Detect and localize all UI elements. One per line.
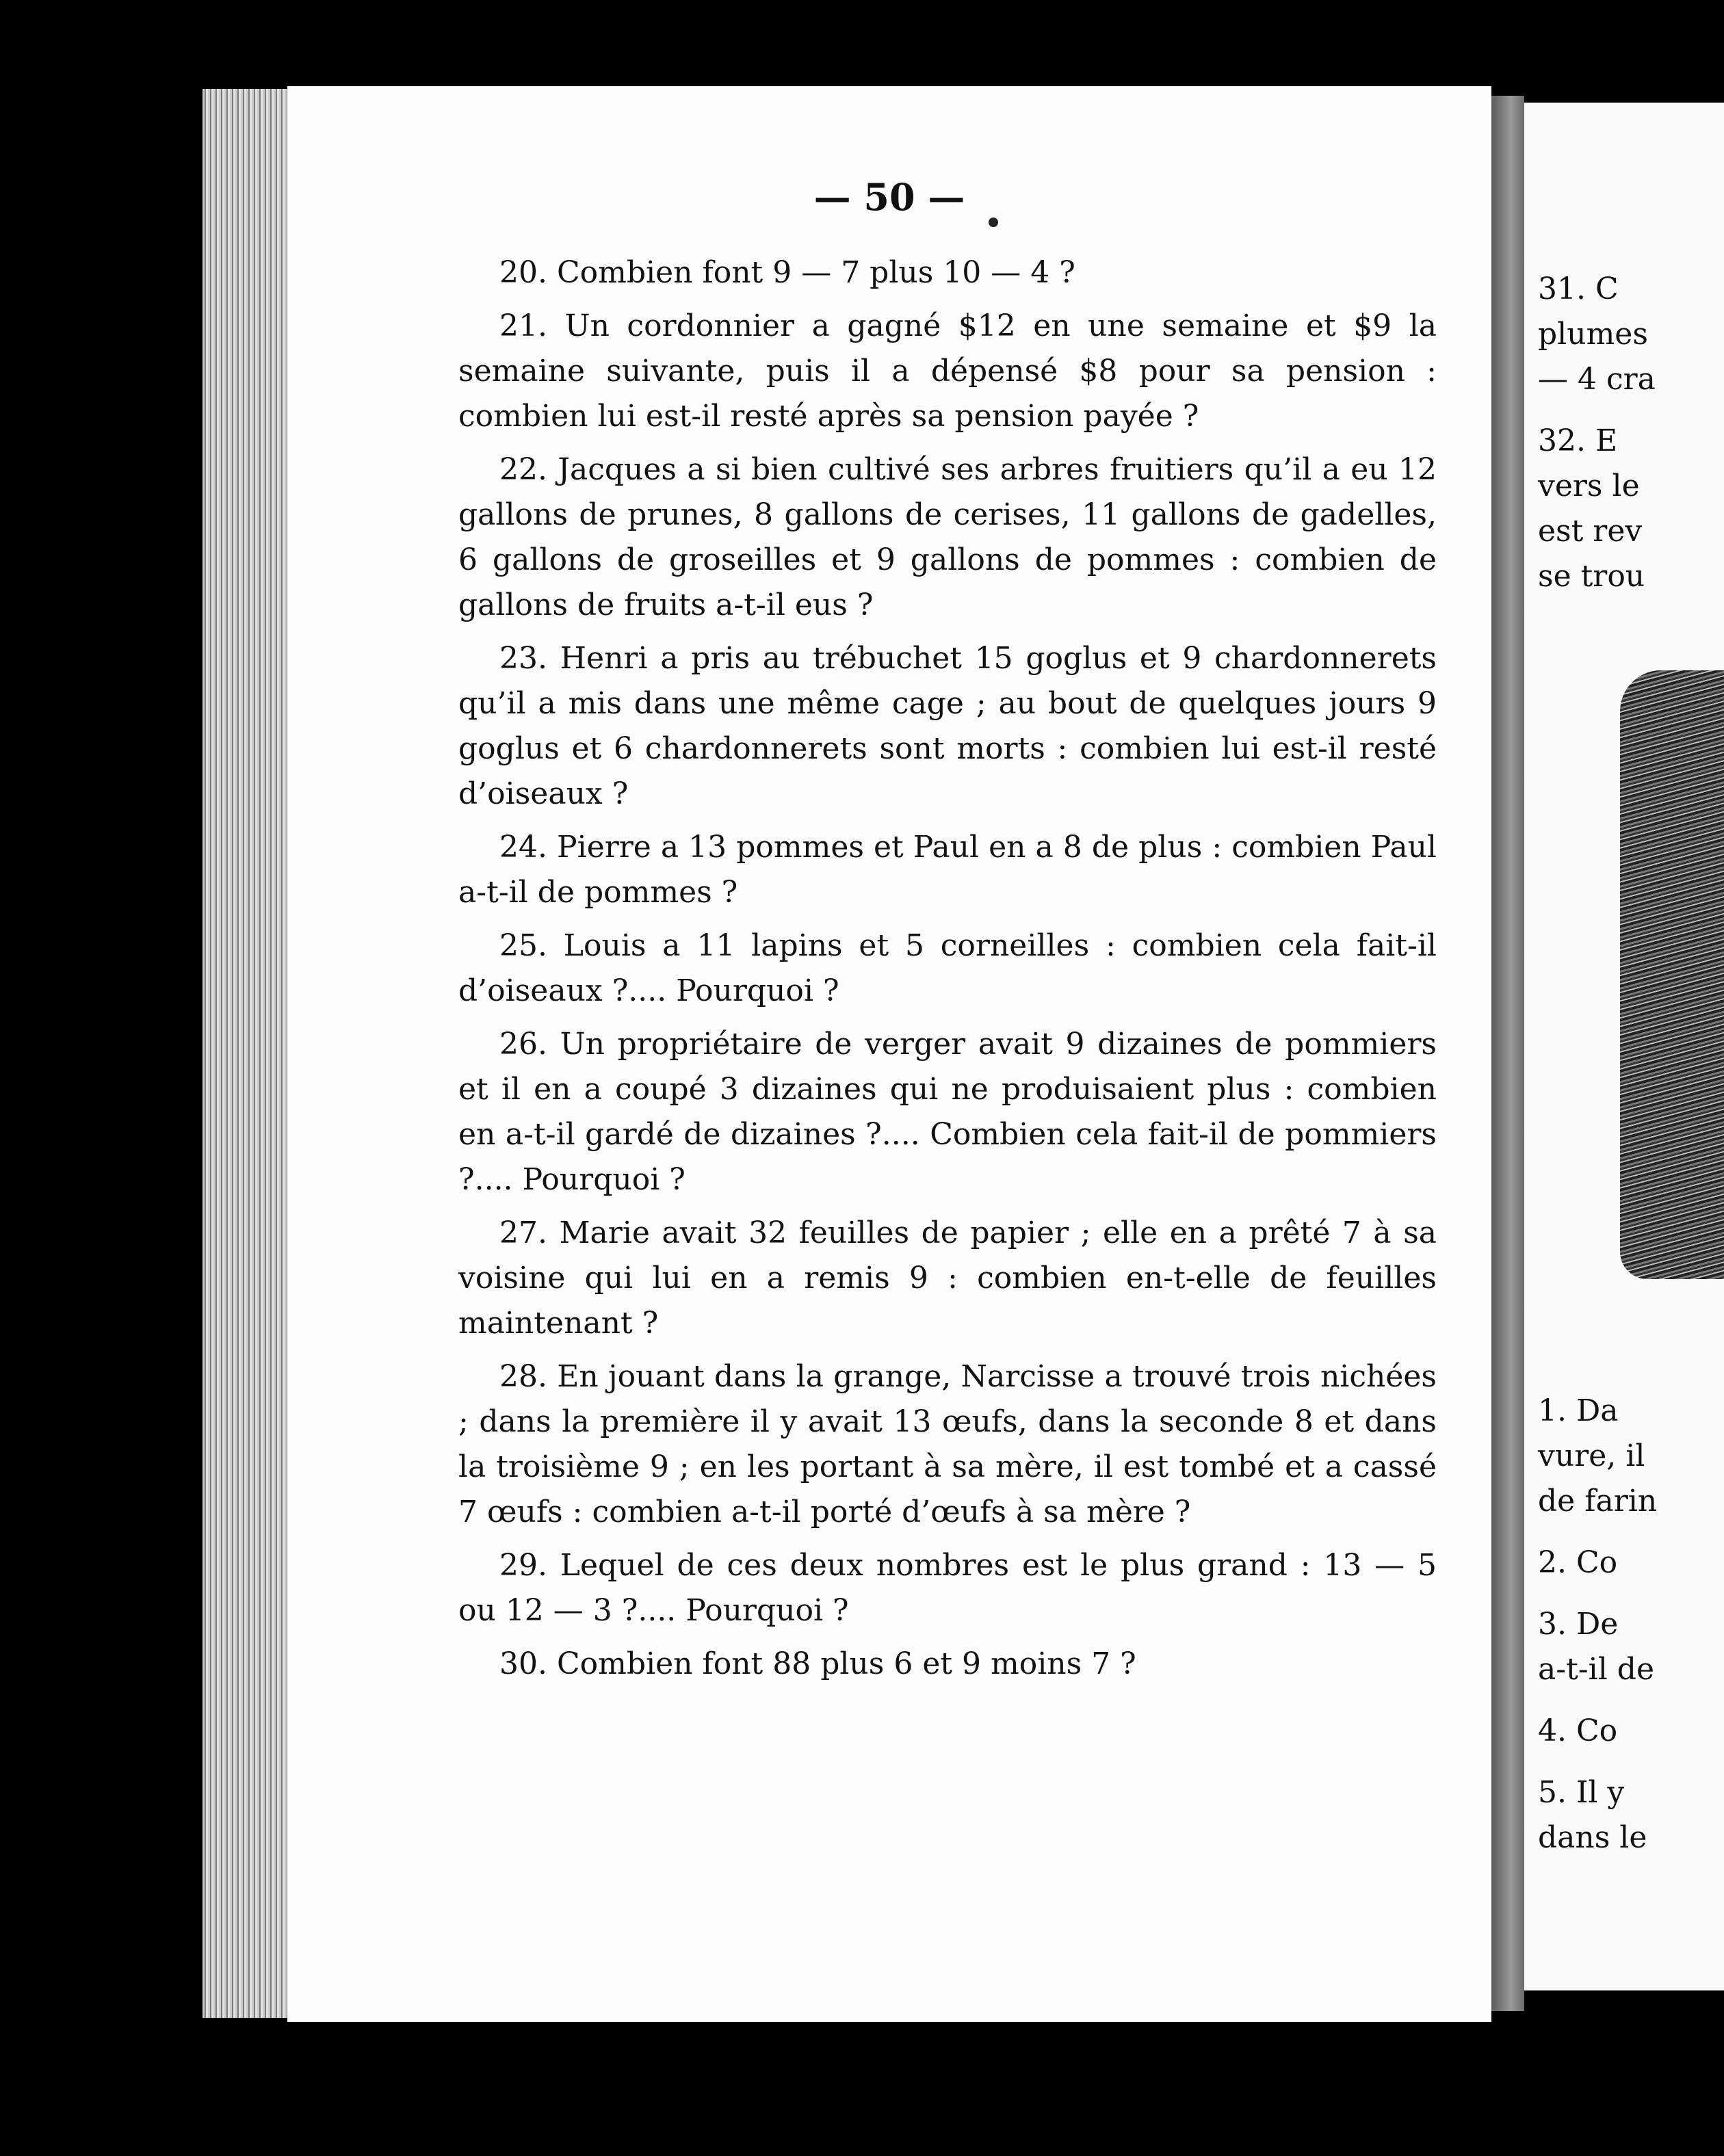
- problem-21: 21. Un cordonnier a gagné $12 en une semaine et $9 la semaine suivante, puis il a dépensé $8 pour sa pension : combien lui est-il resté après sa pension payée ?: [458, 308, 1437, 434]
- right-page-upper-text: [1538, 267, 1724, 599]
- page-number: — 50 —: [813, 175, 965, 219]
- right-line: 32. E: [1538, 423, 1618, 458]
- right-line: 4. Co: [1538, 1713, 1618, 1748]
- problem-20: 20. Combien font 9 — 7 plus 10 — 4 ?: [499, 255, 1075, 290]
- right-page-lower-text: [1538, 1389, 1724, 1861]
- right-page: [1524, 103, 1724, 1990]
- problem-25: 25. Louis a 11 lapins et 5 corneilles : combien cela fait-il d’oiseaux ?.... Pourquoi ?: [458, 928, 1437, 1008]
- ink-spot: [989, 218, 998, 227]
- right-line: 1. Da: [1538, 1393, 1619, 1428]
- right-line: de farin: [1538, 1484, 1658, 1519]
- problem-22: 22. Jacques a si bien cultivé ses arbres fruitiers qu’il a eu 12 gallons de prunes, 8 gallons de cerises, 11 gallons de gadelles, 6 gallons de groseilles et 9 gallons de pommes : combien de gallons de fruits a-t-il eus ?: [458, 452, 1437, 622]
- right-line: 5. Il y: [1538, 1775, 1625, 1810]
- right-line: plumes: [1538, 317, 1648, 352]
- right-line: vure, il: [1538, 1438, 1645, 1473]
- right-line: est rev: [1538, 514, 1643, 549]
- problem-24: 24. Pierre a 13 pommes et Paul en a 8 de plus : combien Paul a-t-il de pommes ?: [458, 830, 1437, 910]
- left-page: [287, 86, 1491, 2022]
- right-line: 31. C: [1538, 272, 1619, 306]
- right-line: vers le: [1538, 469, 1640, 503]
- book-gutter: [1491, 96, 1524, 2011]
- right-line: dans le: [1538, 1820, 1647, 1855]
- engraving-illustration: [1620, 670, 1724, 1279]
- problem-28: 28. En jouant dans la grange, Narcisse a trouvé trois nichées ; dans la première il y avait 13 œufs, dans la seconde 8 et dans la troisième 9 ; en les portant à sa mère, il est tombé et a cassé 7 œufs : combien a-t-il porté d’œufs à sa mère ?: [458, 1359, 1437, 1529]
- problem-26: 26. Un propriétaire de verger avait 9 dizaines de pommiers et il en a coupé 3 dizaines qui ne produisaient plus : combien en a-t-il gardé de dizaines ?.... Combien cela fait-il de pommiers ?.... Pourquoi ?: [458, 1027, 1437, 1197]
- problem-23: 23. Henri a pris au trébuchet 15 goglus et 9 chardonnerets qu’il a mis dans une même cage ; au bout de quelques jours 9 goglus et 6 chardonnerets sont morts : combien lui est-il resté d’oiseaux ?: [458, 641, 1437, 811]
- right-line: 3. De: [1538, 1607, 1619, 1642]
- right-line: a-t-il de: [1538, 1652, 1654, 1687]
- problem-30: 30. Combien font 88 plus 6 et 9 moins 7 ?: [499, 1646, 1136, 1681]
- problem-29: 29. Lequel de ces deux nombres est le plus grand : 13 — 5 ou 12 — 3 ?.... Pourquoi ?: [458, 1548, 1437, 1628]
- right-line: se trou: [1538, 559, 1645, 594]
- problem-list: [458, 250, 1437, 1695]
- page-edge: [203, 89, 298, 2018]
- right-line: — 4 cra: [1538, 362, 1656, 397]
- problem-27: 27. Marie avait 32 feuilles de papier ; elle en a prêté 7 à sa voisine qui lui en a remis 9 : combien en-t-elle de feuilles maintenant ?: [458, 1215, 1437, 1341]
- right-line: 2. Co: [1538, 1545, 1618, 1580]
